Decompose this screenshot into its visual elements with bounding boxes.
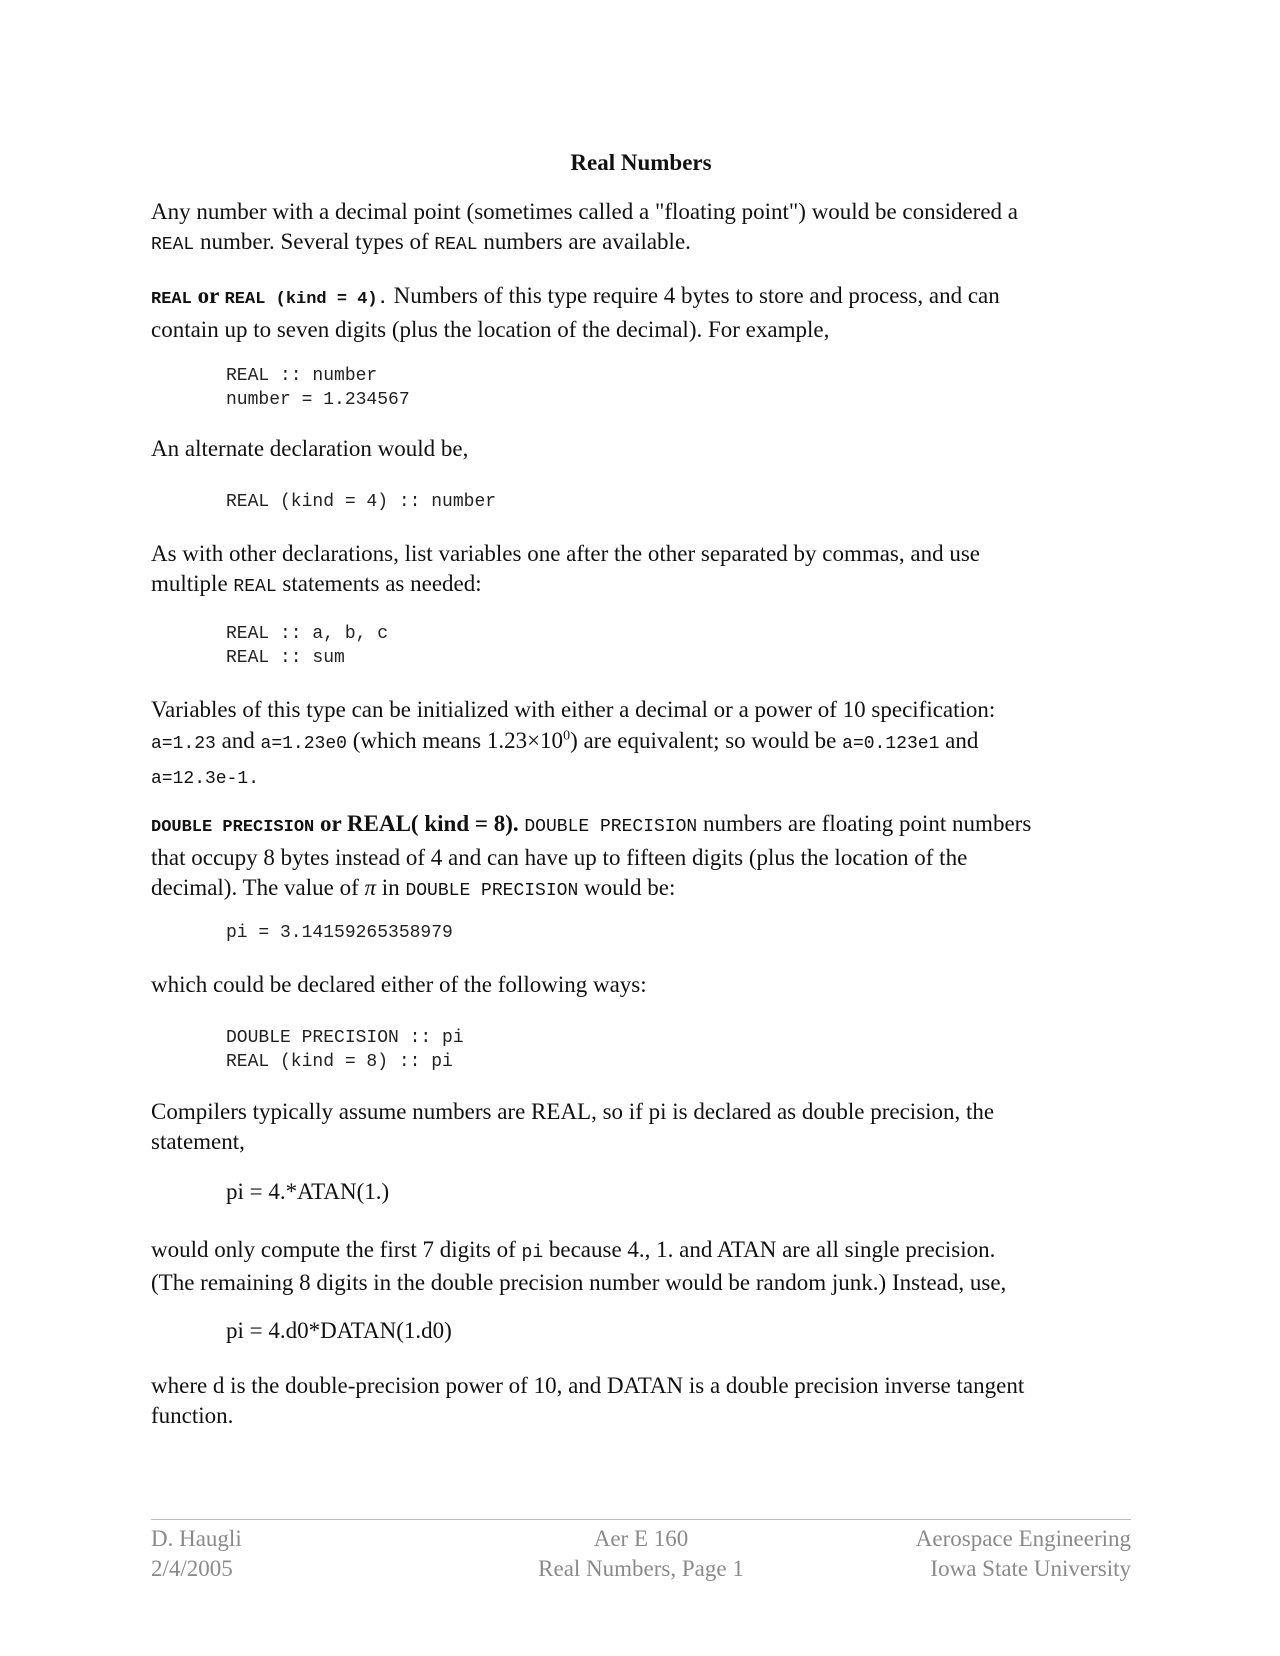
inline-code: a=1.23e0 xyxy=(260,734,347,754)
paragraph-text: where d is the double-precision power of 10, and DATAN is a double precision inverse tangent xyxy=(151,1373,1025,1398)
code-line: REAL (kind = 8) :: pi xyxy=(226,1052,453,1072)
would-paragraph xyxy=(151,1235,1131,1298)
section-heading-text: REAL( kind = 8). xyxy=(347,811,519,836)
page-title: Real Numbers xyxy=(570,150,712,175)
footer-author: D. Haugli xyxy=(151,1526,242,1551)
code-block xyxy=(226,921,453,945)
code-line: REAL :: a, b, c xyxy=(226,624,389,644)
section-heading-or: or xyxy=(191,283,225,308)
inline-code: pi xyxy=(521,1243,544,1263)
paragraph-text: (The remaining 8 digits in the double precision number would be random junk.) Instead, use, xyxy=(151,1270,1007,1295)
compilers-paragraph xyxy=(151,1097,1131,1157)
superscript: 0 xyxy=(563,728,571,744)
intro-text: number. Several types of xyxy=(194,229,435,254)
footer-course: Aer E 160 xyxy=(593,1526,689,1551)
inline-code: DOUBLE PRECISION xyxy=(524,817,698,837)
paragraph-text: ) are equivalent; so would be xyxy=(570,728,843,753)
inline-code: a=1.23 xyxy=(151,734,216,754)
footer-center xyxy=(491,1524,791,1584)
footer-date: 2/4/2005 xyxy=(151,1556,233,1581)
paragraph-text: because 4., 1. and ATAN are all single precision. xyxy=(543,1237,996,1262)
paragraph-text: in xyxy=(376,875,406,900)
paragraph-text: would be: xyxy=(578,875,676,900)
footer-divider xyxy=(151,1519,1131,1520)
paragraph-text: Compilers typically assume numbers are REAL, so if pi is declared as double precision, the xyxy=(151,1099,995,1124)
real-section-paragraph xyxy=(151,281,1131,345)
code-block xyxy=(226,1026,464,1074)
code-block xyxy=(226,364,410,412)
init-paragraph xyxy=(151,694,1131,795)
paragraph-text: function. xyxy=(151,1403,234,1428)
paragraph-text: Numbers of this type require 4 bytes to store and process, and can xyxy=(387,283,1000,308)
inline-code: a=0.123e1 xyxy=(842,734,940,754)
intro-paragraph xyxy=(151,197,1131,260)
paragraph-text: and xyxy=(939,728,979,753)
where-paragraph xyxy=(151,1371,1131,1431)
paragraph-text: and xyxy=(215,728,261,753)
equation: pi = 4.d0*DATAN(1.d0) xyxy=(226,1318,452,1343)
paragraph-text: multiple xyxy=(151,571,234,596)
intro-text: Any number with a decimal point (sometimes called a "floating point") would be considered a xyxy=(151,199,1018,224)
inline-code: REAL xyxy=(434,235,478,255)
section-heading-code: REAL (kind = 4). xyxy=(224,290,388,309)
code-line: REAL :: number xyxy=(226,366,378,386)
list-paragraph xyxy=(151,539,1131,602)
paragraph-text: As with other declarations, list variables one after the other separated by commas, and use xyxy=(151,541,980,566)
footer-university: Iowa State University xyxy=(930,1556,1131,1581)
code-block xyxy=(226,490,496,514)
footer-right xyxy=(916,1524,1131,1584)
footer-page: Real Numbers, Page 1 xyxy=(538,1556,744,1581)
footer-department: Aerospace Engineering xyxy=(915,1526,1131,1551)
paragraph-text: that occupy 8 bytes instead of 4 and can have up to fifteen digits (plus the location of the xyxy=(151,845,968,870)
inline-code: DOUBLE PRECISION xyxy=(405,881,579,901)
inline-code: REAL xyxy=(233,577,277,597)
paragraph-text: Variables of this type can be initialized with either a decimal or a power of 10 specification: xyxy=(151,697,996,722)
ways-paragraph: which could be declared either of the following ways: xyxy=(151,972,647,997)
paragraph-text: statement, xyxy=(151,1129,245,1154)
code-line: REAL (kind = 4) :: number xyxy=(226,492,497,512)
double-section-paragraph xyxy=(151,809,1131,906)
alternate-paragraph: An alternate declaration would be, xyxy=(151,436,469,461)
paragraph-text: numbers are floating point numbers xyxy=(697,811,1032,836)
code-block xyxy=(226,622,388,670)
paragraph-text: decimal). The value of xyxy=(151,875,365,900)
code-line: DOUBLE PRECISION :: pi xyxy=(226,1028,464,1048)
inline-code: a=12.3e-1. xyxy=(151,769,260,789)
paragraph-text: would only compute the first 7 digits of xyxy=(151,1237,522,1262)
section-heading-or: or xyxy=(314,811,348,836)
code-line: pi = 3.14159265358979 xyxy=(226,923,453,943)
code-line: REAL :: sum xyxy=(226,648,345,668)
footer-left xyxy=(151,1524,242,1584)
pi-symbol: π xyxy=(364,875,377,900)
equation: pi = 4.*ATAN(1.) xyxy=(226,1179,390,1204)
section-heading-code: DOUBLE PRECISION xyxy=(151,818,315,837)
inline-code: REAL xyxy=(151,235,195,255)
paragraph-text: statements as needed: xyxy=(276,571,482,596)
paragraph-text: (which means 1.23×10 xyxy=(346,728,564,753)
section-heading-code: REAL xyxy=(151,290,192,309)
intro-text: numbers are available. xyxy=(477,229,691,254)
code-line: number = 1.234567 xyxy=(226,390,410,410)
paragraph-text: contain up to seven digits (plus the location of the decimal). For example, xyxy=(151,317,830,342)
